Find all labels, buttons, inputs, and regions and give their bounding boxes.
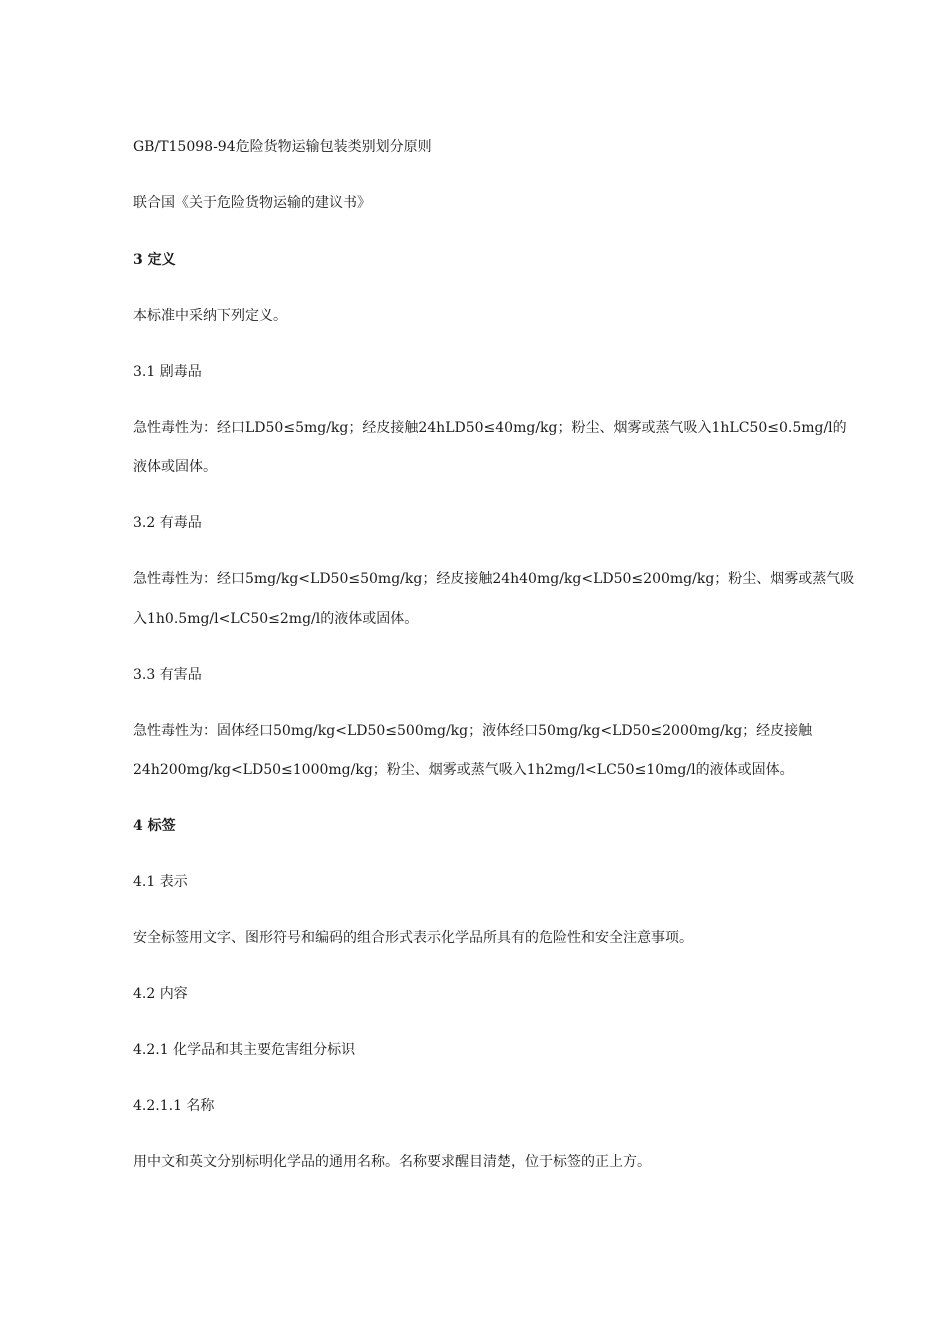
- subsection-heading: 4.2.1.1 名称: [133, 1098, 215, 1114]
- reference-line: 联合国《关于危险货物运输的建议书》: [133, 195, 371, 211]
- subsection-heading: 3.2 有毒品: [133, 515, 202, 531]
- section-heading: 3 定义: [133, 252, 176, 268]
- paragraph: 用中文和英文分别标明化学品的通用名称。名称要求醒目清楚，位于标签的正上方。: [133, 1154, 651, 1170]
- subsection-heading: 3.1 剧毒品: [133, 364, 202, 380]
- subsection-heading: 3.3 有害品: [133, 667, 202, 683]
- paragraph-line: 24h200mg/kg<LD50≤1000mg/kg；粉尘、烟雾或蒸气吸入1h2mg/l<LC50≤10mg/l的液体或固体。: [133, 762, 794, 778]
- paragraph: 安全标签用文字、图形符号和编码的组合形式表示化学品所具有的危险性和安全注意事项。: [133, 930, 693, 946]
- paragraph-line: 急性毒性为：固体经口50mg/kg<LD50≤500mg/kg；液体经口50mg/kg<LD50≤2000mg/kg；经皮接触: [133, 723, 813, 739]
- paragraph-line: 液体或固体。: [133, 459, 217, 475]
- paragraph-line: 入1h0.5mg/l<LC50≤2mg/l的液体或固体。: [133, 611, 419, 627]
- subsection-heading: 4.2 内容: [133, 986, 188, 1002]
- reference-line: GB/T15098-94危险货物运输包装类别划分原则: [133, 139, 432, 155]
- subsection-heading: 4.1 表示: [133, 874, 188, 890]
- paragraph-line: 急性毒性为：经口LD50≤5mg/kg；经皮接触24hLD50≤40mg/kg；粉尘、烟雾或蒸气吸入1hLC50≤0.5mg/l的: [133, 420, 847, 436]
- paragraph: 本标准中采纳下列定义。: [133, 308, 287, 324]
- subsection-heading: 4.2.1 化学品和其主要危害组分标识: [133, 1042, 356, 1058]
- section-heading: 4 标签: [133, 818, 176, 834]
- paragraph-line: 急性毒性为：经口5mg/kg<LD50≤50mg/kg；经皮接触24h40mg/kg<LD50≤200mg/kg；粉尘、烟雾或蒸气吸: [133, 571, 855, 587]
